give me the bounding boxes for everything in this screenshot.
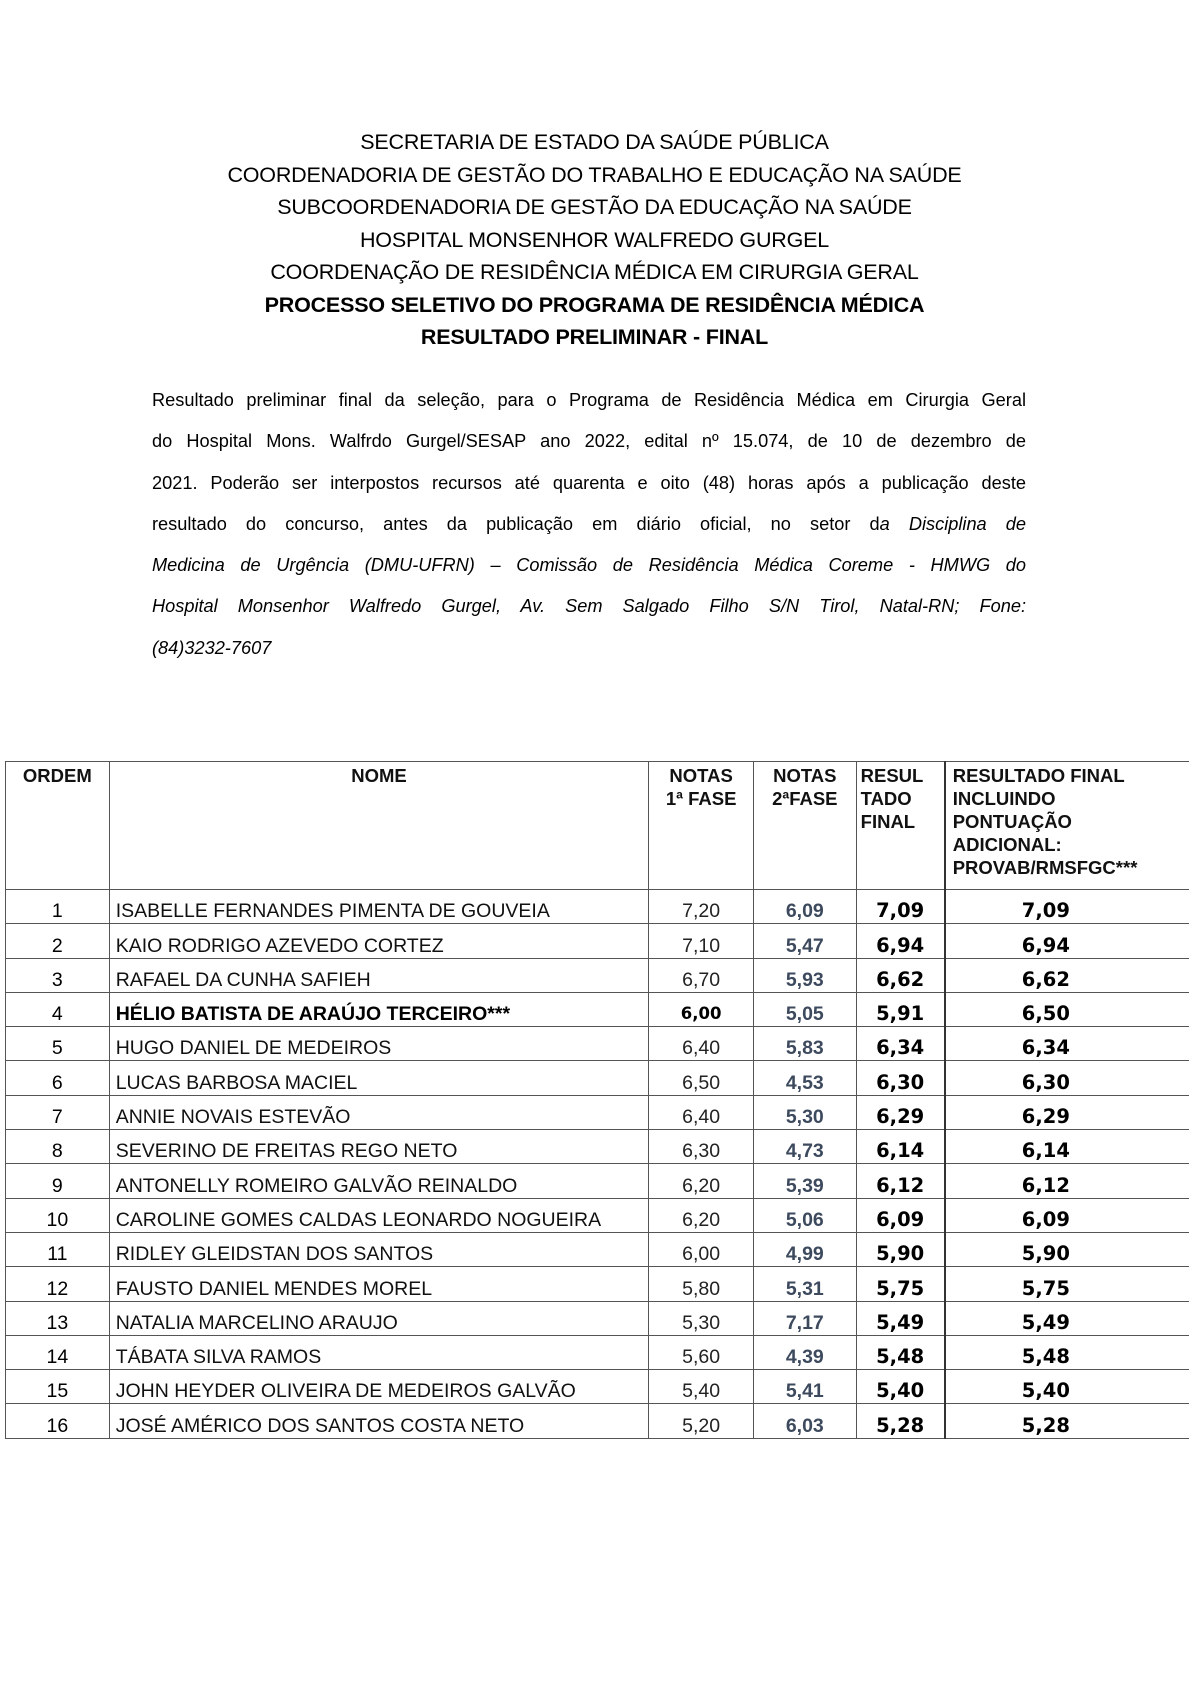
document-subtitle: RESULTADO PRELIMINAR - FINAL [420, 325, 769, 349]
table-header-row [6, 762, 1189, 890]
table-row [6, 924, 1189, 958]
table-row [6, 1130, 1189, 1164]
document-title: PROCESSO SELETIVO DO PROGRAMA DE RESIDÊNCIA MÉDICA [264, 292, 925, 317]
intro-line: do Hospital Mons. Walfrdo Gurgel/SESAP ano 2022, edital nº 15.074, de 10 de dezembro de [152, 431, 1026, 452]
cell-resultado-final: 6,29 [856, 1095, 945, 1129]
header-line-coordenadoria: COORDENADORIA DE GESTÃO DO TRABALHO E EDUCAÇÃO NA SAÚDE [227, 162, 962, 187]
cell-nota-fase1: 6,20 [649, 1164, 754, 1198]
cell-resultado-final: 5,48 [856, 1335, 945, 1369]
cell-nota-fase1: 5,80 [649, 1267, 754, 1301]
header-line-hospital: HOSPITAL MONSENHOR WALFREDO GURGEL [359, 227, 830, 252]
cell-resultado-final: 6,14 [856, 1130, 945, 1164]
cell-ordem: 9 [6, 1164, 110, 1198]
cell-nota-fase1: 6,20 [649, 1198, 754, 1232]
cell-nome: JOHN HEYDER OLIVEIRA DE MEDEIROS GALVÃO [109, 1370, 649, 1404]
cell-nome: HÉLIO BATISTA DE ARAÚJO TERCEIRO*** [109, 992, 649, 1026]
table-row [6, 1095, 1189, 1129]
header-line-secretaria: SECRETARIA DE ESTADO DA SAÚDE PÚBLICA [360, 130, 829, 154]
cell-nota-fase1: 5,30 [649, 1301, 754, 1335]
cell-nota-fase2: 4,73 [753, 1130, 856, 1164]
cell-ordem: 8 [6, 1130, 110, 1164]
table-row [6, 1027, 1189, 1061]
header-text: PROVAB/RMSFGC*** [952, 857, 1138, 878]
header-text: 1ª FASE [665, 788, 737, 809]
column-header-resultado-adicional [945, 762, 1189, 890]
cell-nota-fase2: 6,03 [753, 1404, 856, 1438]
table-row [6, 1232, 1189, 1266]
cell-nome: JOSÉ AMÉRICO DOS SANTOS COSTA NETO [109, 1404, 649, 1438]
cell-nome: NATALIA MARCELINO ARAUJO [109, 1301, 649, 1335]
intro-line: 2021. Poderão ser interpostos recursos até quarenta e oito (48) horas após a publicação deste [152, 472, 1026, 493]
intro-paragraph [152, 380, 1026, 669]
header-line-subcoordenadoria: SUBCOORDENADORIA DE GESTÃO DA EDUCAÇÃO NA SAÚDE [277, 195, 912, 219]
header-text: TADO [860, 788, 912, 809]
cell-resultado-adicional: 6,09 [945, 1198, 1189, 1232]
cell-nota-fase2: 5,31 [753, 1267, 856, 1301]
table-row [6, 1267, 1189, 1301]
cell-nome: ANTONELLY ROMEIRO GALVÃO REINALDO [109, 1164, 649, 1198]
table-row [6, 1164, 1189, 1198]
cell-nome: ISABELLE FERNANDES PIMENTA DE GOUVEIA [109, 890, 649, 924]
cell-resultado-adicional: 6,62 [945, 958, 1189, 992]
cell-ordem: 15 [6, 1370, 110, 1404]
cell-resultado-final: 6,30 [856, 1061, 945, 1095]
cell-nota-fase1: 6,00 [649, 1232, 754, 1266]
header-text: ADICIONAL: [952, 834, 1062, 855]
intro-phone: (84)3232-7607 [152, 637, 272, 658]
cell-resultado-final: 5,90 [856, 1232, 945, 1266]
cell-nome: ANNIE NOVAIS ESTEVÃO [109, 1095, 649, 1129]
cell-ordem: 2 [6, 924, 110, 958]
intro-line: Hospital Monsenhor Walfredo Gurgel, Av. Sem Salgado Filho S/N Tirol, Natal-RN; Fone: [152, 596, 1026, 617]
cell-ordem: 1 [6, 890, 110, 924]
intro-line [152, 504, 1026, 545]
cell-nota-fase1: 6,40 [649, 1095, 754, 1129]
cell-ordem: 6 [6, 1061, 110, 1095]
header-text: PONTUAÇÃO [952, 811, 1072, 832]
cell-nota-fase2: 4,39 [753, 1335, 856, 1369]
cell-resultado-adicional: 6,30 [945, 1061, 1189, 1095]
column-header-fase2 [753, 762, 856, 890]
header-line-coordenacao: COORDENAÇÃO DE RESIDÊNCIA MÉDICA EM CIRURGIA GERAL [270, 260, 919, 284]
cell-nota-fase2: 5,05 [753, 992, 856, 1026]
table-row [6, 1061, 1189, 1095]
header-text: RESUL [860, 765, 924, 786]
cell-nome: FAUSTO DANIEL MENDES MOREL [109, 1267, 649, 1301]
cell-ordem: 11 [6, 1232, 110, 1266]
cell-ordem: 14 [6, 1335, 110, 1369]
table-row [6, 1301, 1189, 1335]
column-header-fase1 [649, 762, 754, 890]
cell-resultado-adicional: 6,34 [945, 1027, 1189, 1061]
cell-resultado-adicional: 7,09 [945, 890, 1189, 924]
cell-ordem: 12 [6, 1267, 110, 1301]
cell-nome: CAROLINE GOMES CALDAS LEONARDO NOGUEIRA [109, 1198, 649, 1232]
cell-nome: LUCAS BARBOSA MACIEL [109, 1061, 649, 1095]
table-row [6, 992, 1189, 1026]
cell-nome: RIDLEY GLEIDSTAN DOS SANTOS [109, 1232, 649, 1266]
cell-nome: SEVERINO DE FREITAS REGO NETO [109, 1130, 649, 1164]
table-body [6, 890, 1189, 1439]
cell-nota-fase2: 5,93 [753, 958, 856, 992]
cell-resultado-final: 5,28 [856, 1404, 945, 1438]
cell-resultado-adicional: 6,12 [945, 1164, 1189, 1198]
table-row [6, 1198, 1189, 1232]
header-text: NOTAS [669, 765, 733, 786]
cell-resultado-final: 6,34 [856, 1027, 945, 1061]
cell-resultado-final: 6,12 [856, 1164, 945, 1198]
cell-nota-fase1: 5,20 [649, 1404, 754, 1438]
cell-nota-fase2: 5,41 [753, 1370, 856, 1404]
cell-resultado-final: 5,75 [856, 1267, 945, 1301]
cell-nome: KAIO RODRIGO AZEVEDO CORTEZ [109, 924, 649, 958]
column-header-ordem: ORDEM [6, 762, 110, 890]
column-header-resultado [856, 762, 945, 890]
cell-ordem: 16 [6, 1404, 110, 1438]
cell-nota-fase1: 6,40 [649, 1027, 754, 1061]
table-row [6, 890, 1189, 924]
cell-nota-fase1: 5,40 [649, 1370, 754, 1404]
document-header [0, 126, 1189, 354]
cell-resultado-adicional: 6,50 [945, 992, 1189, 1026]
cell-nota-fase2: 6,09 [753, 890, 856, 924]
header-text: FINAL [860, 811, 916, 832]
cell-resultado-adicional: 5,49 [945, 1301, 1189, 1335]
header-text: INCLUINDO [952, 788, 1056, 809]
table-row [6, 1370, 1189, 1404]
cell-resultado-adicional: 5,75 [945, 1267, 1189, 1301]
cell-nota-fase1: 6,00 [649, 992, 754, 1026]
cell-resultado-adicional: 6,29 [945, 1095, 1189, 1129]
cell-ordem: 7 [6, 1095, 110, 1129]
cell-ordem: 5 [6, 1027, 110, 1061]
results-table [5, 761, 1189, 1439]
cell-resultado-final: 6,09 [856, 1198, 945, 1232]
cell-resultado-adicional: 5,28 [945, 1404, 1189, 1438]
cell-resultado-adicional: 5,90 [945, 1232, 1189, 1266]
cell-nota-fase1: 7,20 [649, 890, 754, 924]
intro-text: resultado do concurso, antes da publicação em diário oficial, no setor d [152, 513, 880, 534]
cell-resultado-final: 5,49 [856, 1301, 945, 1335]
header-text: 2ªFASE [772, 788, 838, 809]
cell-ordem: 13 [6, 1301, 110, 1335]
cell-nome: TÁBATA SILVA RAMOS [109, 1335, 649, 1369]
cell-nota-fase1: 5,60 [649, 1335, 754, 1369]
cell-resultado-adicional: 5,40 [945, 1370, 1189, 1404]
header-text: RESULTADO FINAL [952, 765, 1125, 786]
cell-nota-fase2: 4,99 [753, 1232, 856, 1266]
cell-ordem: 10 [6, 1198, 110, 1232]
cell-resultado-final: 7,09 [856, 890, 945, 924]
cell-nota-fase2: 5,06 [753, 1198, 856, 1232]
cell-nota-fase1: 7,10 [649, 924, 754, 958]
cell-nota-fase2: 5,83 [753, 1027, 856, 1061]
cell-nota-fase2: 5,47 [753, 924, 856, 958]
cell-resultado-final: 5,40 [856, 1370, 945, 1404]
cell-nome: HUGO DANIEL DE MEDEIROS [109, 1027, 649, 1061]
intro-line: Resultado preliminar final da seleção, para o Programa de Residência Médica em Cirurgia Geral [152, 390, 1026, 410]
cell-nota-fase1: 6,50 [649, 1061, 754, 1095]
cell-resultado-adicional: 5,48 [945, 1335, 1189, 1369]
table-row [6, 958, 1189, 992]
cell-resultado-adicional: 6,94 [945, 924, 1189, 958]
cell-ordem: 4 [6, 992, 110, 1026]
cell-nota-fase2: 4,53 [753, 1061, 856, 1095]
cell-resultado-adicional: 6,14 [945, 1130, 1189, 1164]
cell-nota-fase2: 7,17 [753, 1301, 856, 1335]
cell-nome: RAFAEL DA CUNHA SAFIEH [109, 958, 649, 992]
table-row [6, 1335, 1189, 1369]
cell-resultado-final: 6,62 [856, 958, 945, 992]
cell-nota-fase2: 5,39 [753, 1164, 856, 1198]
cell-ordem: 3 [6, 958, 110, 992]
cell-resultado-final: 5,91 [856, 992, 945, 1026]
cell-resultado-final: 6,94 [856, 924, 945, 958]
cell-nota-fase1: 6,70 [649, 958, 754, 992]
intro-line: Medicina de Urgência (DMU-UFRN) – Comissão de Residência Médica Coreme - HMWG do [152, 555, 1026, 576]
header-text: NOTAS [773, 765, 837, 786]
table-row [6, 1404, 1189, 1438]
intro-text-italic: a Disciplina de [879, 513, 1026, 534]
cell-nota-fase1: 6,30 [649, 1130, 754, 1164]
cell-nota-fase2: 5,30 [753, 1095, 856, 1129]
column-header-nome: NOME [109, 762, 649, 890]
